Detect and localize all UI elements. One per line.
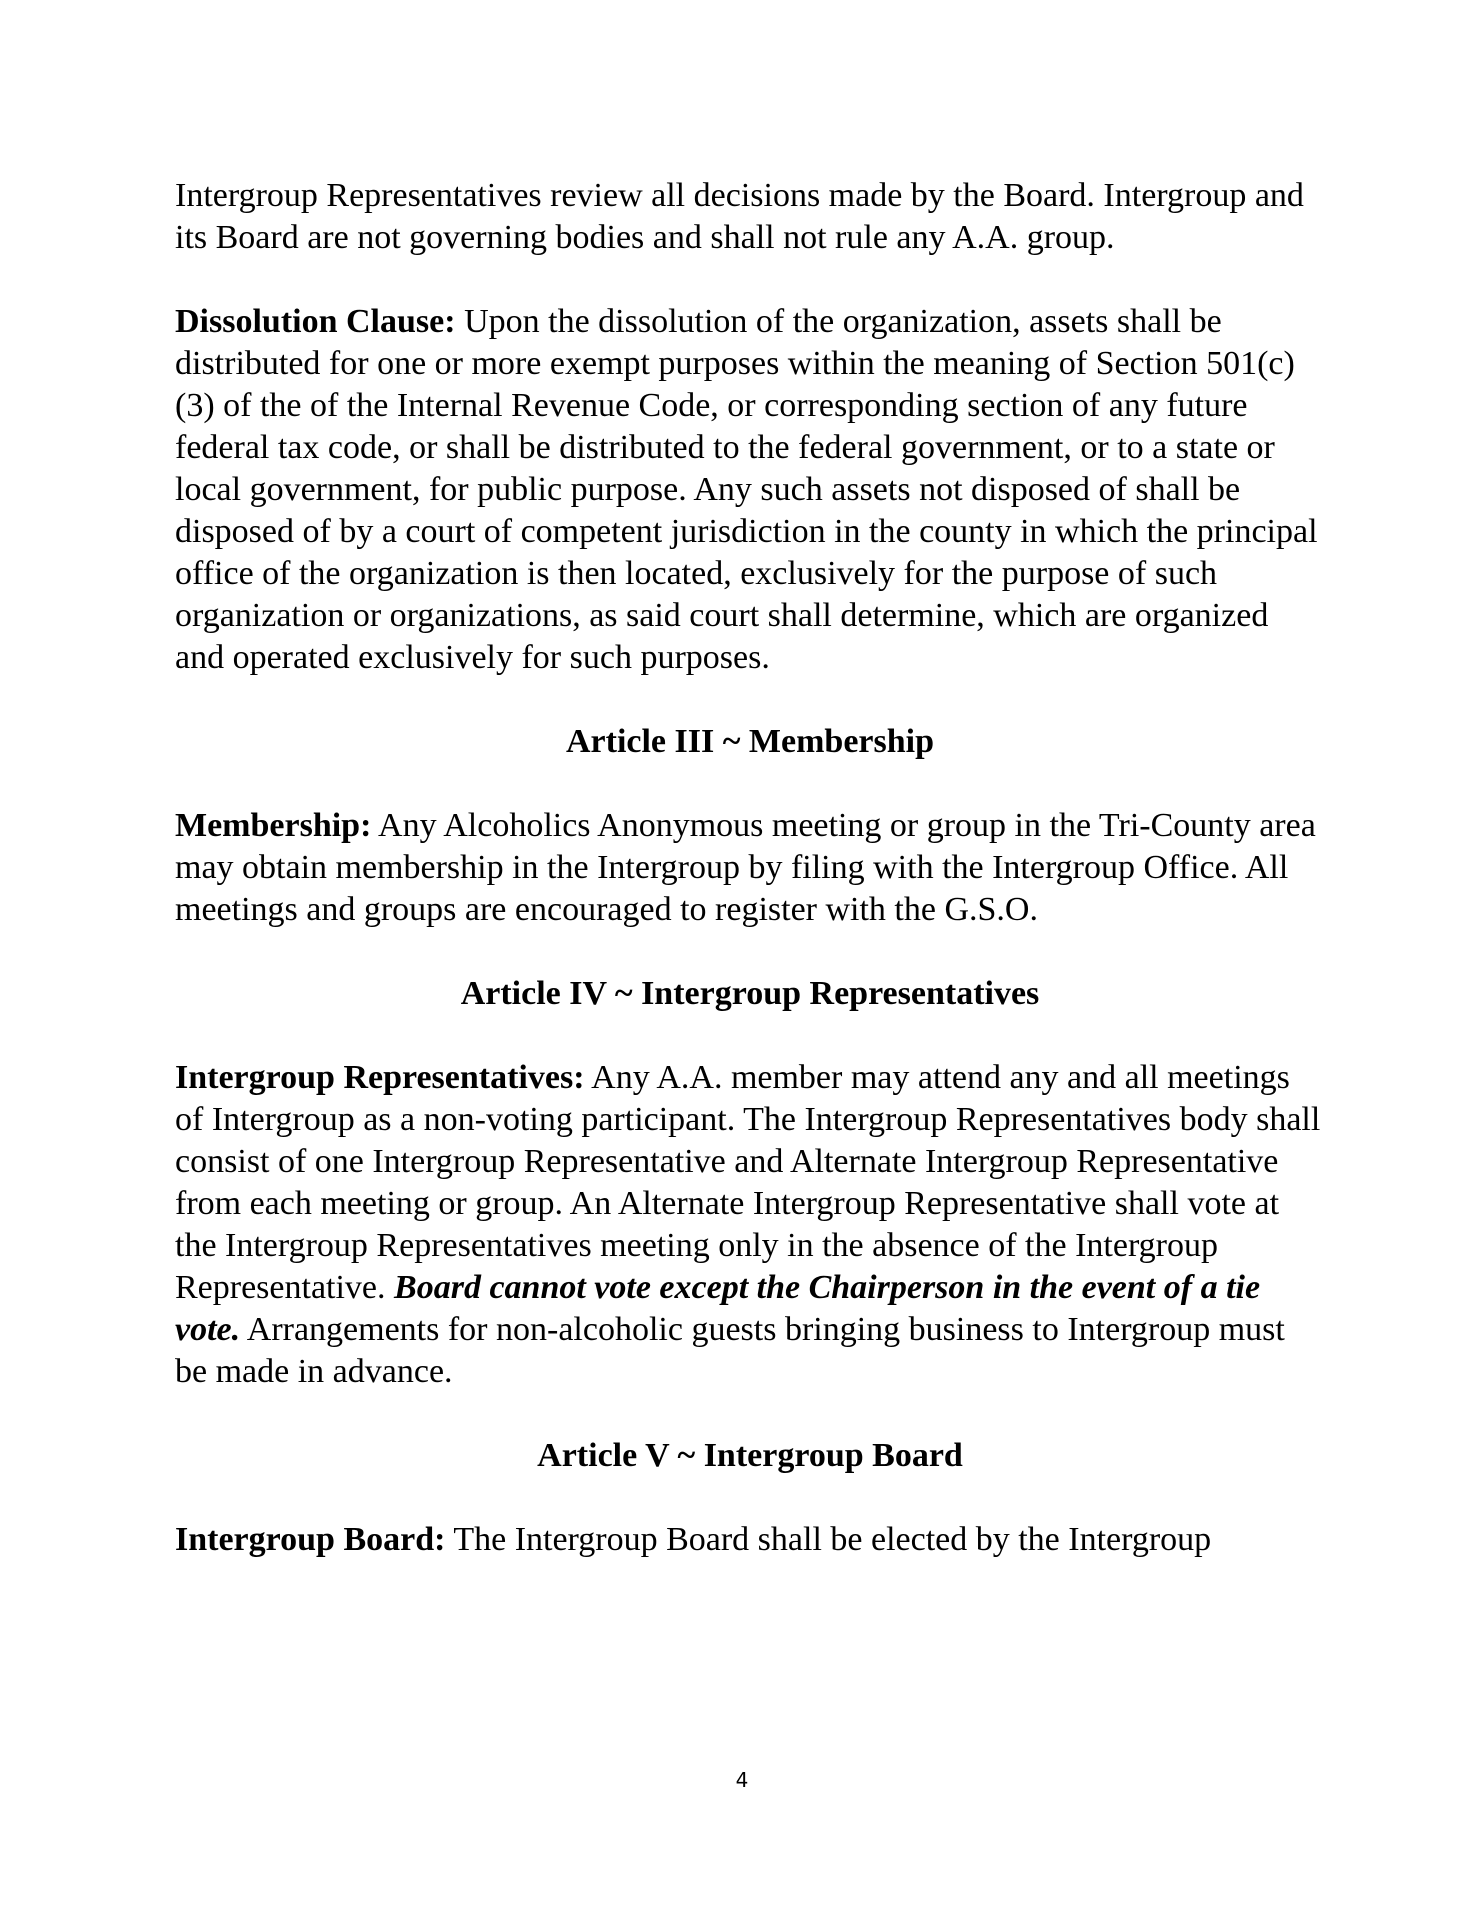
intro-paragraph bbox=[175, 175, 1325, 259]
article-5-heading: Article V ~ Intergroup Board bbox=[537, 1437, 963, 1474]
board-text: The Intergroup Board shall be elected by the Intergroup bbox=[445, 1521, 1212, 1558]
board-paragraph bbox=[175, 1519, 1325, 1561]
article-4-heading: Article IV ~ Intergroup Representatives bbox=[460, 975, 1040, 1012]
dissolution-paragraph bbox=[175, 301, 1325, 679]
page-number: 4 bbox=[735, 1768, 749, 1792]
spacer bbox=[175, 1393, 1325, 1435]
representatives-text-before: Any A.A. member may attend any and all meetings of Intergroup as a non-voting participant. The Intergroup Representatives body shall consist of one Intergroup Representative and Alternate Intergroup Representative from each meeting or group. An Alternate Intergroup Representative shall vote at the Intergroup Representatives meeting only in the absence of the Intergroup Representative. bbox=[175, 1059, 1321, 1306]
dissolution-text: Upon the dissolution of the organization, assets shall be distributed for one or more exempt purposes within the meaning of Section 501(c)(3) of the of the Internal Revenue Code, or corresponding section of any future federal tax code, or shall be distributed to the federal government, or to a state or local government, for public purpose. Any such assets not disposed of shall be disposed of by a court of competent jurisdiction in the county in which the principal office of the organization is then located, exclusively for the purpose of such organization or organizations, as said court shall determine, which are organized and operated exclusively for such purposes. bbox=[175, 303, 1318, 676]
membership-paragraph bbox=[175, 805, 1325, 931]
spacer bbox=[175, 679, 1325, 721]
board-vote-emphasis: Board cannot vote except the Chairperson in the event of a tie vote. bbox=[175, 1269, 1261, 1348]
article-3-heading: Article III ~ Membership bbox=[565, 723, 934, 760]
membership-term: Membership: bbox=[175, 807, 372, 844]
membership-text: Any Alcoholics Anonymous meeting or group in the Tri-County area may obtain membership in the Intergroup by filing with the Intergroup Office. All meetings and groups are encouraged to register with the G.S.O. bbox=[175, 807, 1316, 928]
spacer bbox=[175, 763, 1325, 805]
spacer bbox=[175, 1015, 1325, 1057]
spacer bbox=[175, 931, 1325, 973]
representatives-text-after: Arrangements for non-alcoholic guests bringing business to Intergroup must be made in advance. bbox=[175, 1311, 1285, 1390]
representatives-paragraph bbox=[175, 1057, 1325, 1393]
board-term: Intergroup Board: bbox=[175, 1521, 446, 1558]
intro-text: Intergroup Representatives review all decisions made by the Board. Intergroup and its Board are not governing bodies and shall not rule any A.A. group. bbox=[175, 177, 1304, 256]
spacer bbox=[175, 1477, 1325, 1519]
representatives-term: Intergroup Representatives: bbox=[175, 1059, 585, 1096]
page-content bbox=[175, 175, 1325, 1561]
spacer bbox=[175, 259, 1325, 301]
dissolution-term: Dissolution Clause: bbox=[175, 303, 456, 340]
